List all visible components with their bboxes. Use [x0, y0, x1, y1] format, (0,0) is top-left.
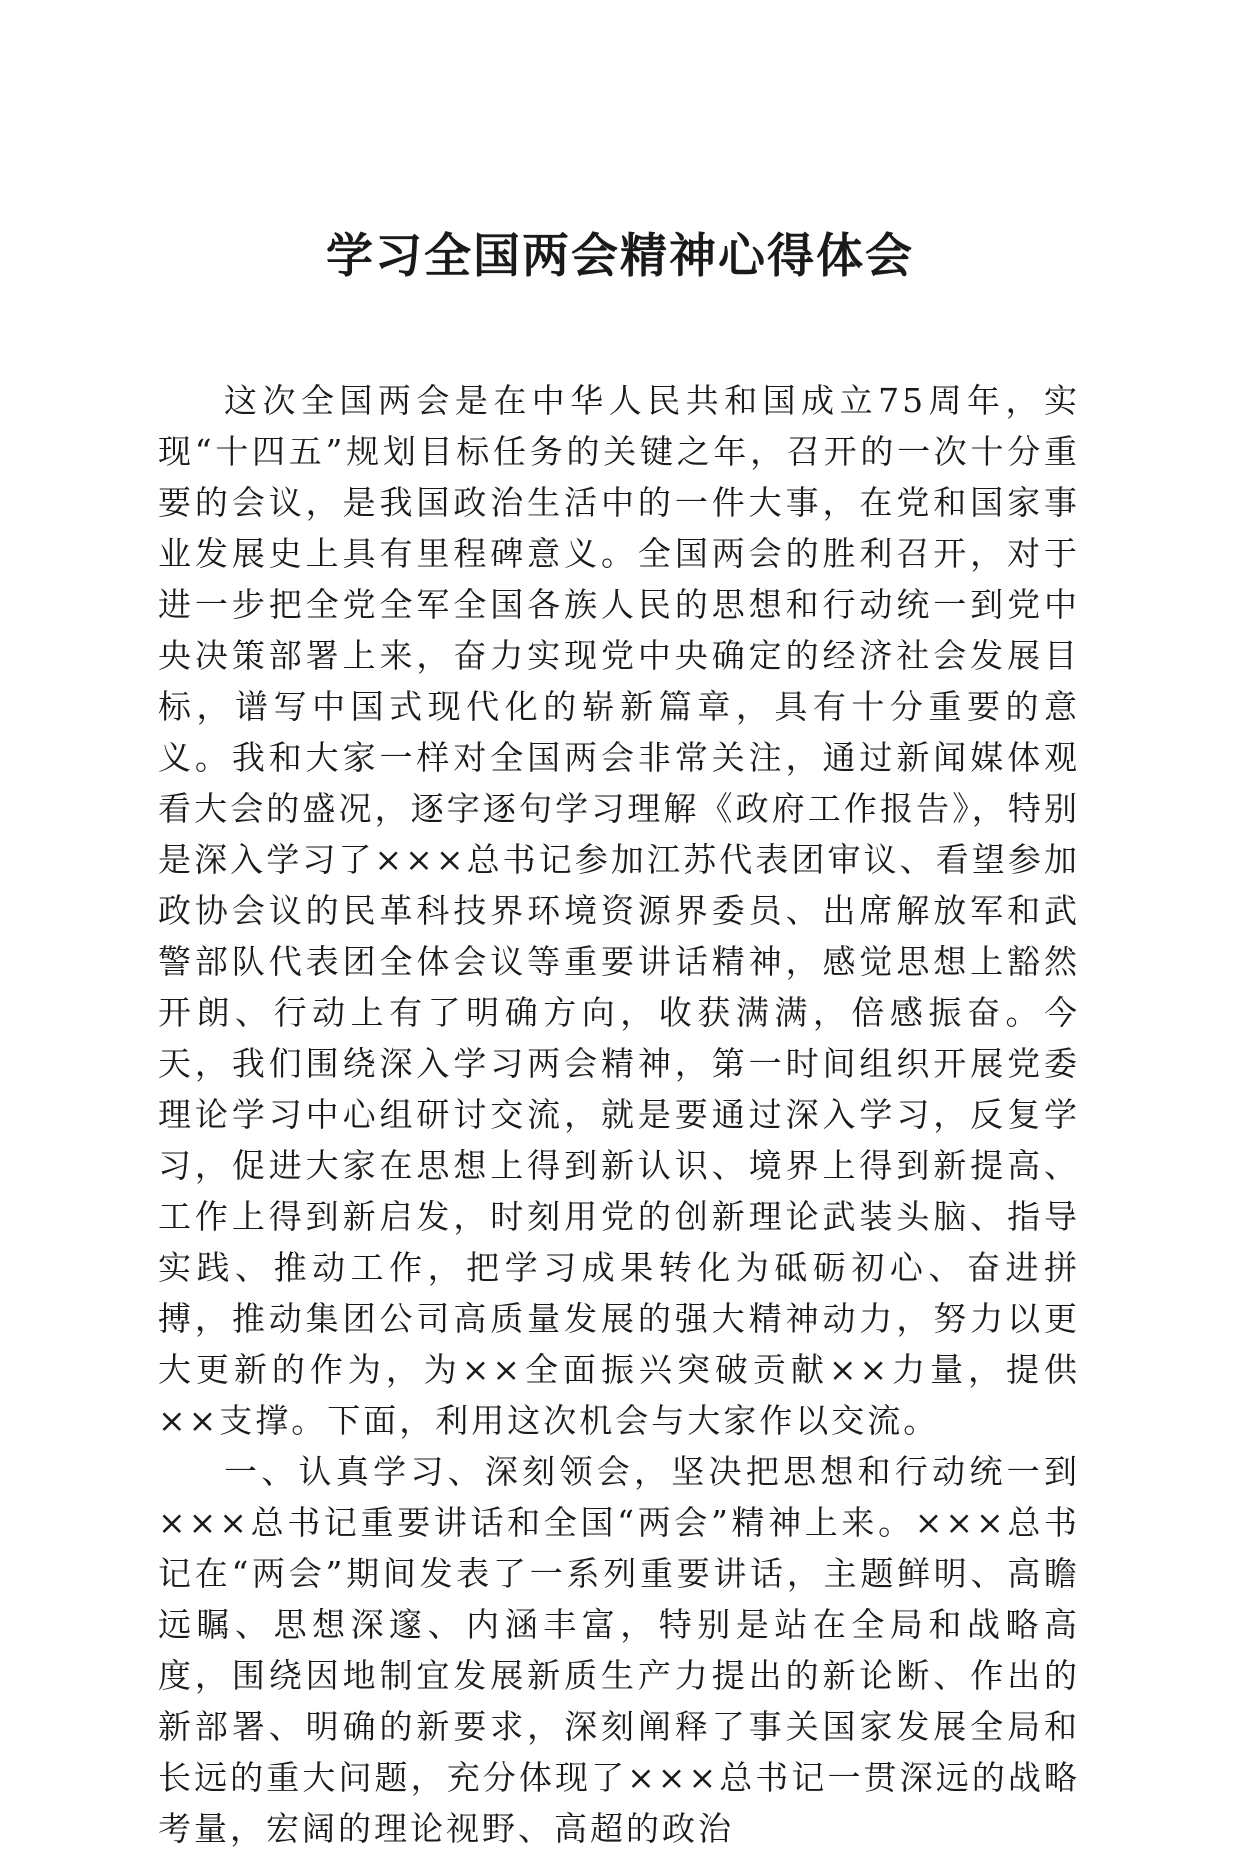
paragraph-section-one: 一、认真学习、深刻领会，坚决把思想和行动统一到×××总书记重要讲话和全国“两会”精神上来。×××总书记在“两会”期间发表了一系列重要讲话，主题鲜明、高瞻远瞩、思想深邃、内涵丰富，特别是站在全局和战略高度，围绕因地制宜发展新质生产力提出的新论断、作出的新部署、明确的新要求，深刻阐释了事关国家发展全局和长远的重大问题，充分体现了×××总书记一贯深远的战略考量，宏阔的理论视野、高超的政治 — [158, 1452, 1080, 1848]
document-body — [158, 375, 1080, 1854]
paragraph-intro: 这次全国两会是在中华人民共和国成立75周年，实现“十四五”规划目标任务的关键之年，召开的一次十分重要的会议，是我国政治生活中的一件大事，在党和国家事业发展史上具有里程碑意义。全国两会的胜利召开，对于进一步把全党全军全国各族人民的思想和行动统一到党中央决策部署上来，奋力实现党中央确定的经济社会发展目标，谱写中国式现代化的崭新篇章，具有十分重要的意义。我和大家一样对全国两会非常关注，通过新闻媒体观看大会的盛况，逐字逐句学习理解《政府工作报告》，特别是深入学习了×××总书记参加江苏代表团审议、看望参加政协会议的民革科技界环境资源界委员、出席解放军和武警部队代表团全体会议等重要讲话精神，感觉思想上豁然开朗、行动上有了明确方向，收获满满，倍感振奋。今天，我们围绕深入学习两会精神，第一时间组织开展党委理论学习中心组研讨交流，就是要通过深入学习，反复学习，促进大家在思想上得到新认识、境界上得到新提高、工作上得到新启发，时刻用党的创新理论武装头脑、指导实践、推动工作，把学习成果转化为砥砺初心、奋进拼搏，推动集团公司高质量发展的强大精神动力，努力以更大更新的作为，为××全面振兴突破贡献××力量，提供××支撑。下面，利用这次机会与大家作以交流。 — [158, 381, 1080, 1440]
document-title: 学习全国两会精神心得体会 — [326, 229, 914, 284]
